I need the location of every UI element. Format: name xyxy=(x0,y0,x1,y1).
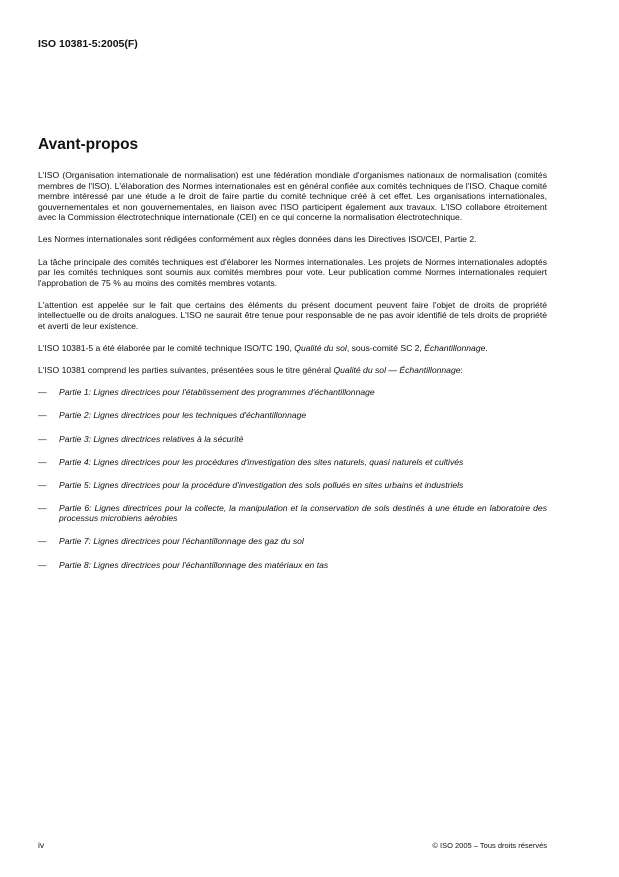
paragraph-parts-intro xyxy=(38,365,547,376)
list-item-text: Partie 6: Lignes directrices pour la collecte, la manipulation et la conservation de sols destinés à une étude en laboratoire des processus microbiens aérobies xyxy=(59,502,547,524)
subject-title: Qualité du sol xyxy=(294,343,347,354)
paragraph-prepared-by xyxy=(38,343,547,354)
paragraph-patent-rights: L'attention est appelée sur le fait que certains des éléments du présent document peuvent faire l'objet de droits de propriété intellectuelle ou de droits analogues. L'ISO ne saurait être tenue pour responsable de ne pas avoir identifié de tels droits de propriété et averti de leur existence. xyxy=(38,299,547,332)
list-item xyxy=(38,434,547,445)
subcommittee-title: Échantillonnage xyxy=(424,343,486,354)
document-id: ISO 10381-5:2005(F) xyxy=(38,38,138,50)
dash-marker: — xyxy=(38,410,47,421)
foreword-body xyxy=(38,170,547,583)
paragraph-directives: Les Normes internationales sont rédigées conformément aux règles données dans les Directives ISO/CEI, Partie 2. xyxy=(38,234,477,245)
list-item-text: Partie 7: Lignes directrices pour l'échantillonnage des gaz du sol xyxy=(59,536,304,547)
dash-marker: — xyxy=(38,433,47,444)
dash-marker: — xyxy=(38,387,47,398)
list-item-text: Partie 5: Lignes directrices pour la procédure d'investigation des sols pollués en sites urbains et industriels xyxy=(59,479,464,490)
list-item xyxy=(38,410,547,421)
paragraph-iso-intro: L'ISO (Organisation internationale de normalisation) est une fédération mondiale d'organismes nationaux de normalisation (comités membres de l'ISO). L'élaboration des Normes internationales est en général confiée aux comités techniques de l'ISO. Chaque comité membre intéressé par une étude a le droit de faire partie du comité technique créé à cet effet. Les organisations internationales, gouvernementales et non gouvernementales, en liaison avec l'ISO participent également aux travaux. L'ISO collabore étroitement avec la Commission électrotechnique internationale (CEI) en ce qui concerne la normalisation électrotechnique. xyxy=(38,170,547,223)
period: . xyxy=(485,343,488,354)
dash-marker: — xyxy=(38,479,47,490)
parts-intro-text: L'ISO 10381 comprend les parties suivantes, présentées sous le titre général xyxy=(38,365,332,376)
page-number: iv xyxy=(38,840,45,850)
list-item xyxy=(38,480,547,491)
list-item xyxy=(38,536,547,547)
dash-marker: — xyxy=(38,456,47,467)
parts-list xyxy=(38,387,547,570)
dash-marker: — xyxy=(38,536,47,547)
dash-marker: — xyxy=(38,559,47,570)
list-item-text: Partie 4: Lignes directrices pour les procédures d'investigation des sites naturels, quasi naturels et cultivés xyxy=(59,456,464,467)
general-title: Qualité du sol — Échantillonnage xyxy=(333,365,461,376)
list-item xyxy=(38,387,547,398)
colon: : xyxy=(460,365,463,376)
copyright-notice: © ISO 2005 – Tous droits réservés xyxy=(432,841,547,850)
page-title: Avant-propos xyxy=(38,136,139,153)
dash-marker: — xyxy=(38,502,47,513)
prepared-by-text: L'ISO 10381-5 a été élaborée par le comité technique ISO/TC 190, xyxy=(38,343,292,354)
list-item-text: Partie 8: Lignes directrices pour l'échantillonnage des matériaux en tas xyxy=(59,559,329,570)
list-item xyxy=(38,503,547,524)
list-item xyxy=(38,457,547,468)
list-item-text: Partie 3: Lignes directrices relatives à la sécurité xyxy=(59,433,244,444)
list-item xyxy=(38,560,547,571)
subcommittee-text: , sous-comité SC 2, xyxy=(346,343,422,354)
paragraph-technical-committees: La tâche principale des comités techniques est d'élaborer les Normes internationales. Les projets de Normes internationales adoptés par les comités techniques sont soumis aux comités membres pour vote. Leur publication comme Normes internationales requiert l'approbation de 75 % au moins des comités membres votants. xyxy=(38,256,547,288)
list-item-text: Partie 2: Lignes directrices pour les techniques d'échantillonnage xyxy=(59,410,307,421)
list-item-text: Partie 1: Lignes directrices pour l'établissement des programmes d'échantillonnage xyxy=(59,387,375,398)
